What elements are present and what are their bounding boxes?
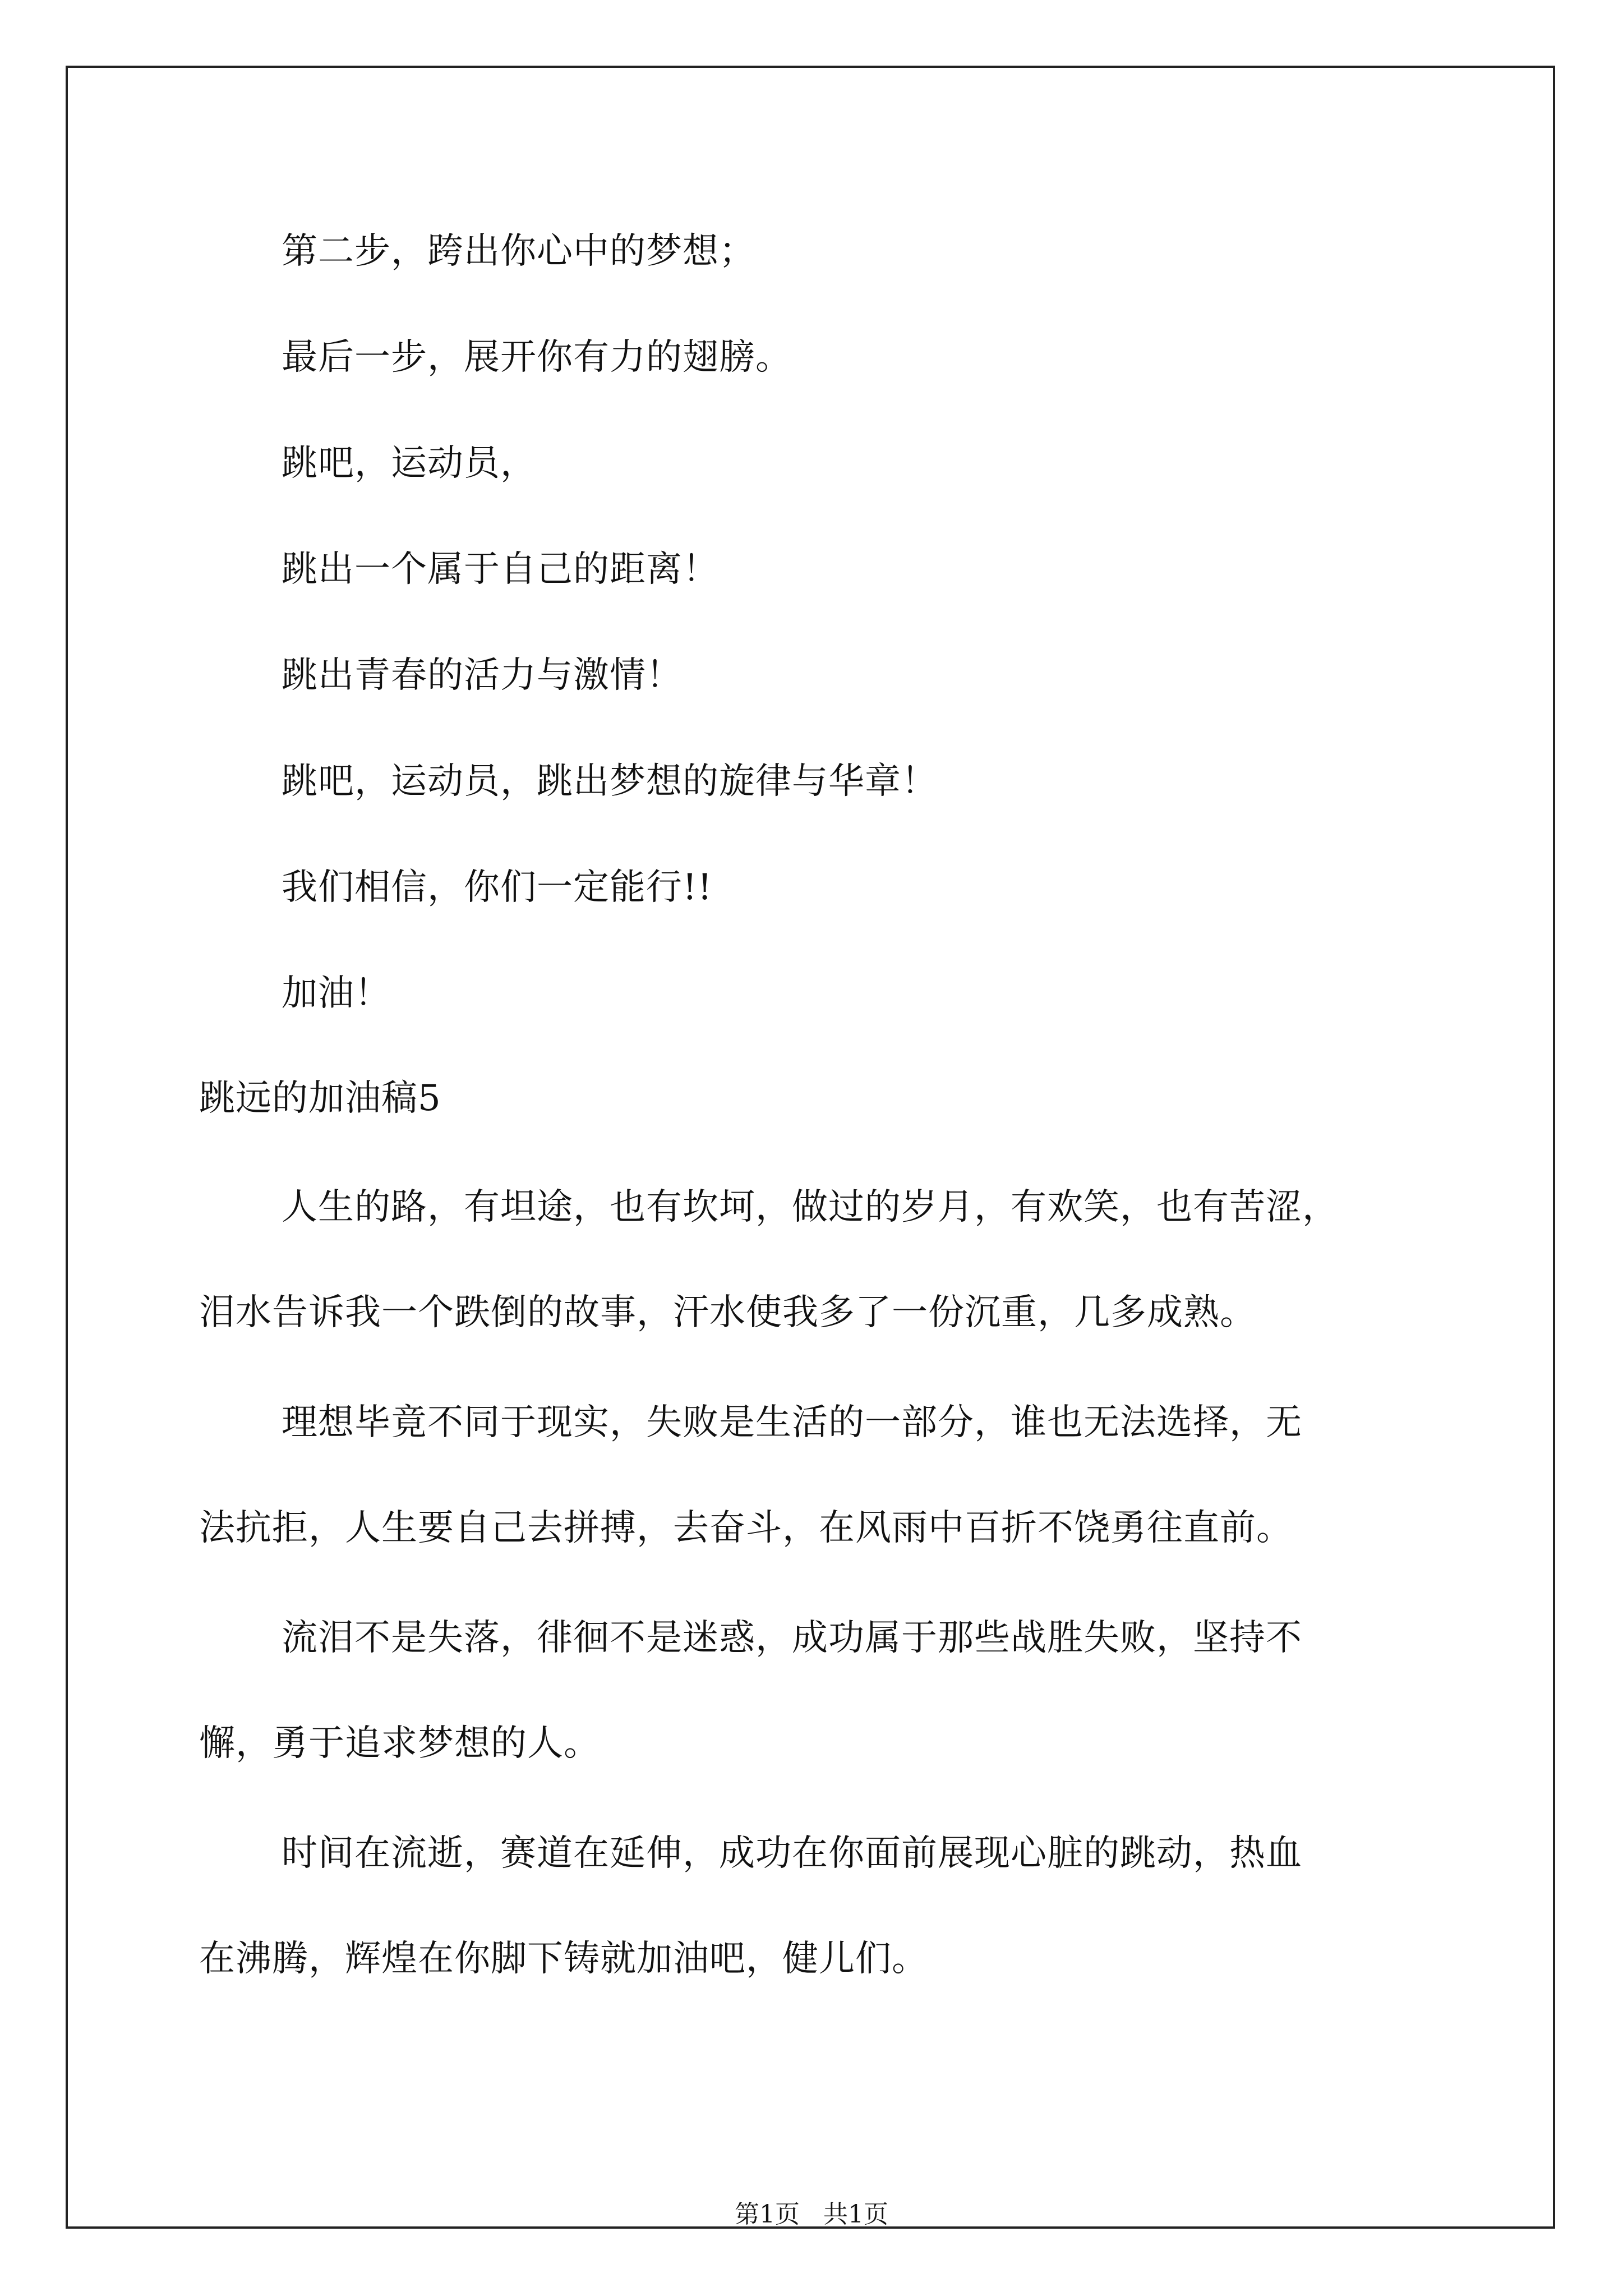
paragraph-line: 时间在流逝，赛道在延伸，成功在你面前展现心脏的跳动，热血 (282, 1833, 1302, 1874)
section-title: 跳远的加油稿5 (199, 1078, 441, 1119)
text-line: 跳出一个属于自己的距离！ (282, 549, 719, 590)
text-line: 加油！ (282, 973, 391, 1014)
page-footer: 第1页 共1页 (735, 2200, 888, 2229)
paragraph-line: 懈，勇于追求梦想的人。 (199, 1723, 600, 1764)
text-line: 我们相信，你们一定能行!! (282, 867, 713, 908)
paragraph-line: 法抗拒，人生要自己去拼搏，去奋斗，在风雨中百折不饶勇往直前。 (199, 1507, 1293, 1549)
paragraph-line: 理想毕竟不同于现实，失败是生活的一部分，谁也无法选择，无 (282, 1402, 1302, 1443)
page-border (66, 66, 1555, 2229)
paragraph-line: 人生的路，有坦途，也有坎坷，做过的岁月，有欢笑，也有苦涩， (282, 1186, 1339, 1228)
text-line: 跳吧，运动员， (282, 443, 537, 484)
text-line: 跳吧，运动员，跳出梦想的旋律与华章！ (282, 761, 938, 802)
paragraph-line: 泪水告诉我一个跌倒的故事，汗水使我多了一份沉重，几多成熟。 (199, 1292, 1256, 1333)
text-line: 第二步，跨出你心中的梦想； (282, 231, 755, 272)
paragraph-line: 流泪不是失落，徘徊不是迷惑，成功属于那些战胜失败，坚持不 (282, 1617, 1302, 1659)
text-line: 跳出青春的活力与激情！ (282, 655, 683, 696)
text-line: 最后一步，展开你有力的翅膀。 (282, 337, 792, 378)
paragraph-line: 在沸腾，辉煌在你脚下铸就加油吧，健儿们。 (199, 1938, 928, 1980)
